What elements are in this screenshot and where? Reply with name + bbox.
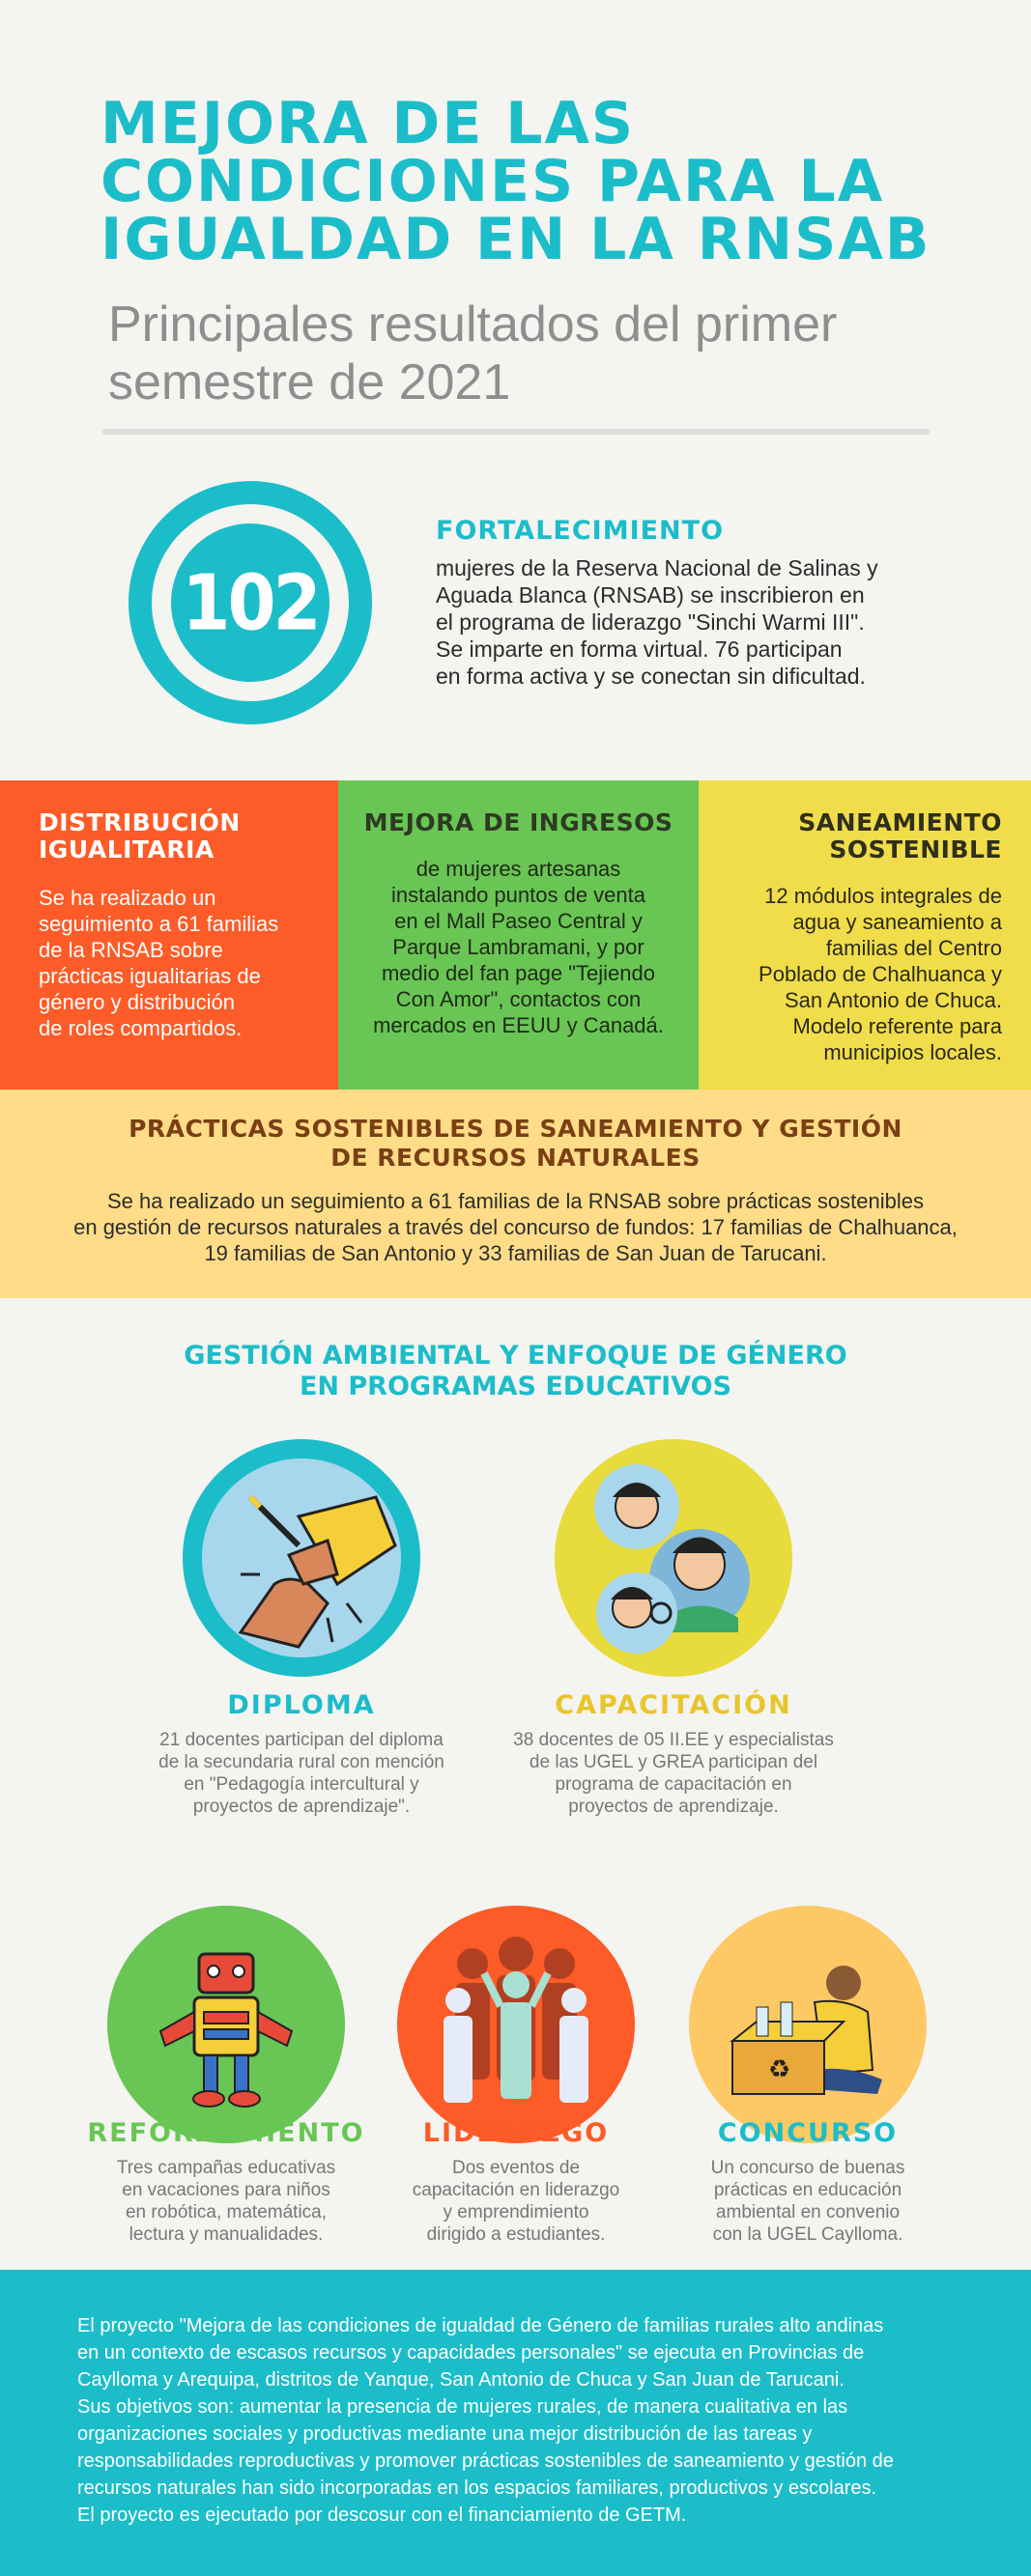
diploma-text: 21 docentes participan del diploma de la secundaria rural con mención en "Pedagogía intercultural y proyectos de aprendizaje". (158, 1730, 444, 1817)
handshake-pencil-icon (183, 1439, 420, 1677)
title-line: CONDICIONES PARA LA (100, 148, 885, 215)
saneamiento-panel (699, 780, 1031, 1090)
distribucion-heading: DISTRIBUCIÓN IGUALITARIA (39, 808, 241, 863)
fortalecimiento-heading: FORTALECIMIENTO (436, 516, 725, 546)
liderazgo-text: Dos eventos de capacitación en liderazgo y emprendimiento dirigido a estudiantes. (412, 2158, 620, 2245)
title-line: IGUALDAD EN LA RNSAB (100, 206, 931, 273)
concurso-text: Un concurso de buenas prácticas en educación ambiental en convenio con la UGEL Caylloma. (710, 2158, 905, 2245)
subtitle-line: Principales resultados del primer (108, 297, 838, 353)
practicas-heading: PRÁCTICAS SOSTENIBLES DE SANEAMIENTO Y GESTIÓN DE RECURSOS NATURALES (129, 1115, 902, 1172)
ingresos-panel (338, 780, 699, 1090)
text-line: el programa de liderazgo "Sinchi Warmi III". (436, 609, 865, 635)
footer-text: El proyecto "Mejora de las condiciones de igualdad de Género de familias rurales alto andinas en un contexto de escasos recursos y capacidades personales" se ejecuta en Provincias de Caylloma y Arequipa, distritos de Yanque, San Antonio de Chuca y San Juan de Tarucani. Sus objetivos son: aumentar la presencia de mujeres rurales, de manera cualitativa en las organizaciones sociales y productivas mediante una mejor distribución de las tareas y responsabilidades reproductivas y promover prácticas sostenibles de saneamiento y gestión de recursos naturales han sido incorporadas en los espacios familiares, productivos y escolares. El proyecto es ejecutado por descosur con el financiamiento de GETM. (77, 2315, 894, 2526)
distribucion-panel (0, 780, 338, 1090)
distribucion-text: Se ha realizado un seguimiento a 61 familias de la RNSAB sobre prácticas igualitarias de género y distribución de roles compartidos. (39, 886, 279, 1040)
practicas-panel (0, 1090, 1031, 1298)
text-line: mujeres de la Reserva Nacional de Salinas y (436, 555, 878, 580)
recycling-box-icon (689, 1906, 927, 2143)
reforzamiento-text: Tres campañas educativas en vacaciones para niños en robótica, matemática, lectura y manualidades. (116, 2158, 336, 2245)
people-learning-icon (555, 1439, 792, 1677)
saneamiento-heading: SANEAMIENTO SOSTENIBLE (798, 808, 1002, 863)
stat-ring (129, 481, 372, 724)
stat-number: 102 (182, 557, 319, 648)
text-line: Aguada Blanca (RNSAB) se inscribieron en (436, 582, 865, 608)
concurso-label: CONCURSO (717, 2118, 899, 2148)
subtitle-line: semestre de 2021 (108, 354, 511, 410)
liderazgo-label: LIDERAZGO (422, 2118, 610, 2148)
header-divider (102, 429, 930, 435)
title-line: MEJORA DE LAS (100, 90, 636, 157)
saneamiento-text: 12 módulos integrales de agua y saneamiento a familias del Centro Poblado de Chalhuanca y San Antonio de Chuca. Modelo referente para municipios locales. (759, 884, 1002, 1064)
page-title (100, 90, 970, 273)
text-line: Se imparte en forma virtual. 76 participan (436, 637, 843, 662)
page-subtitle (108, 296, 978, 411)
ingresos-heading: MEJORA DE INGRESOS (363, 808, 673, 836)
diploma-label: DIPLOMA (227, 1690, 376, 1720)
capacitacion-text: 38 docentes de 05 II.EE y especialistas de las UGEL y GREA participan del programa de capacitación en proyectos de aprendizaje. (513, 1730, 834, 1817)
practicas-text: Se ha realizado un seguimiento a 61 familias de la RNSAB sobre prácticas sostenibles en gestión de recursos naturales a través del concurso de fundos: 17 familias de Chalhuanca, 19 familias de San Antonio y 33 familias de San Juan de Tarucani. (73, 1189, 958, 1265)
group-people-icon (397, 1906, 635, 2143)
svg-text:♻: ♻ (768, 2055, 791, 2084)
gestion-heading: GESTIÓN AMBIENTAL Y ENFOQUE DE GÉNERO EN PROGRAMAS EDUCATIVOS (184, 1341, 847, 1401)
text-line: en forma activa y se conectan sin dificultad. (436, 664, 866, 689)
footer-panel (0, 2270, 1031, 2576)
fortalecimiento-text (436, 554, 948, 690)
robot-icon (107, 1906, 345, 2143)
capacitacion-label: CAPACITACIÓN (555, 1690, 792, 1720)
ingresos-text: de mujeres artesanas instalando puntos de venta en el Mall Paseo Central y Parque Lambramani, y por medio del fan page "Tejiendo Con Amor", contactos con mercados en EEUU y Canadá. (373, 857, 664, 1037)
reforzamiento-label: REFORZAMIENTO (87, 2118, 365, 2148)
